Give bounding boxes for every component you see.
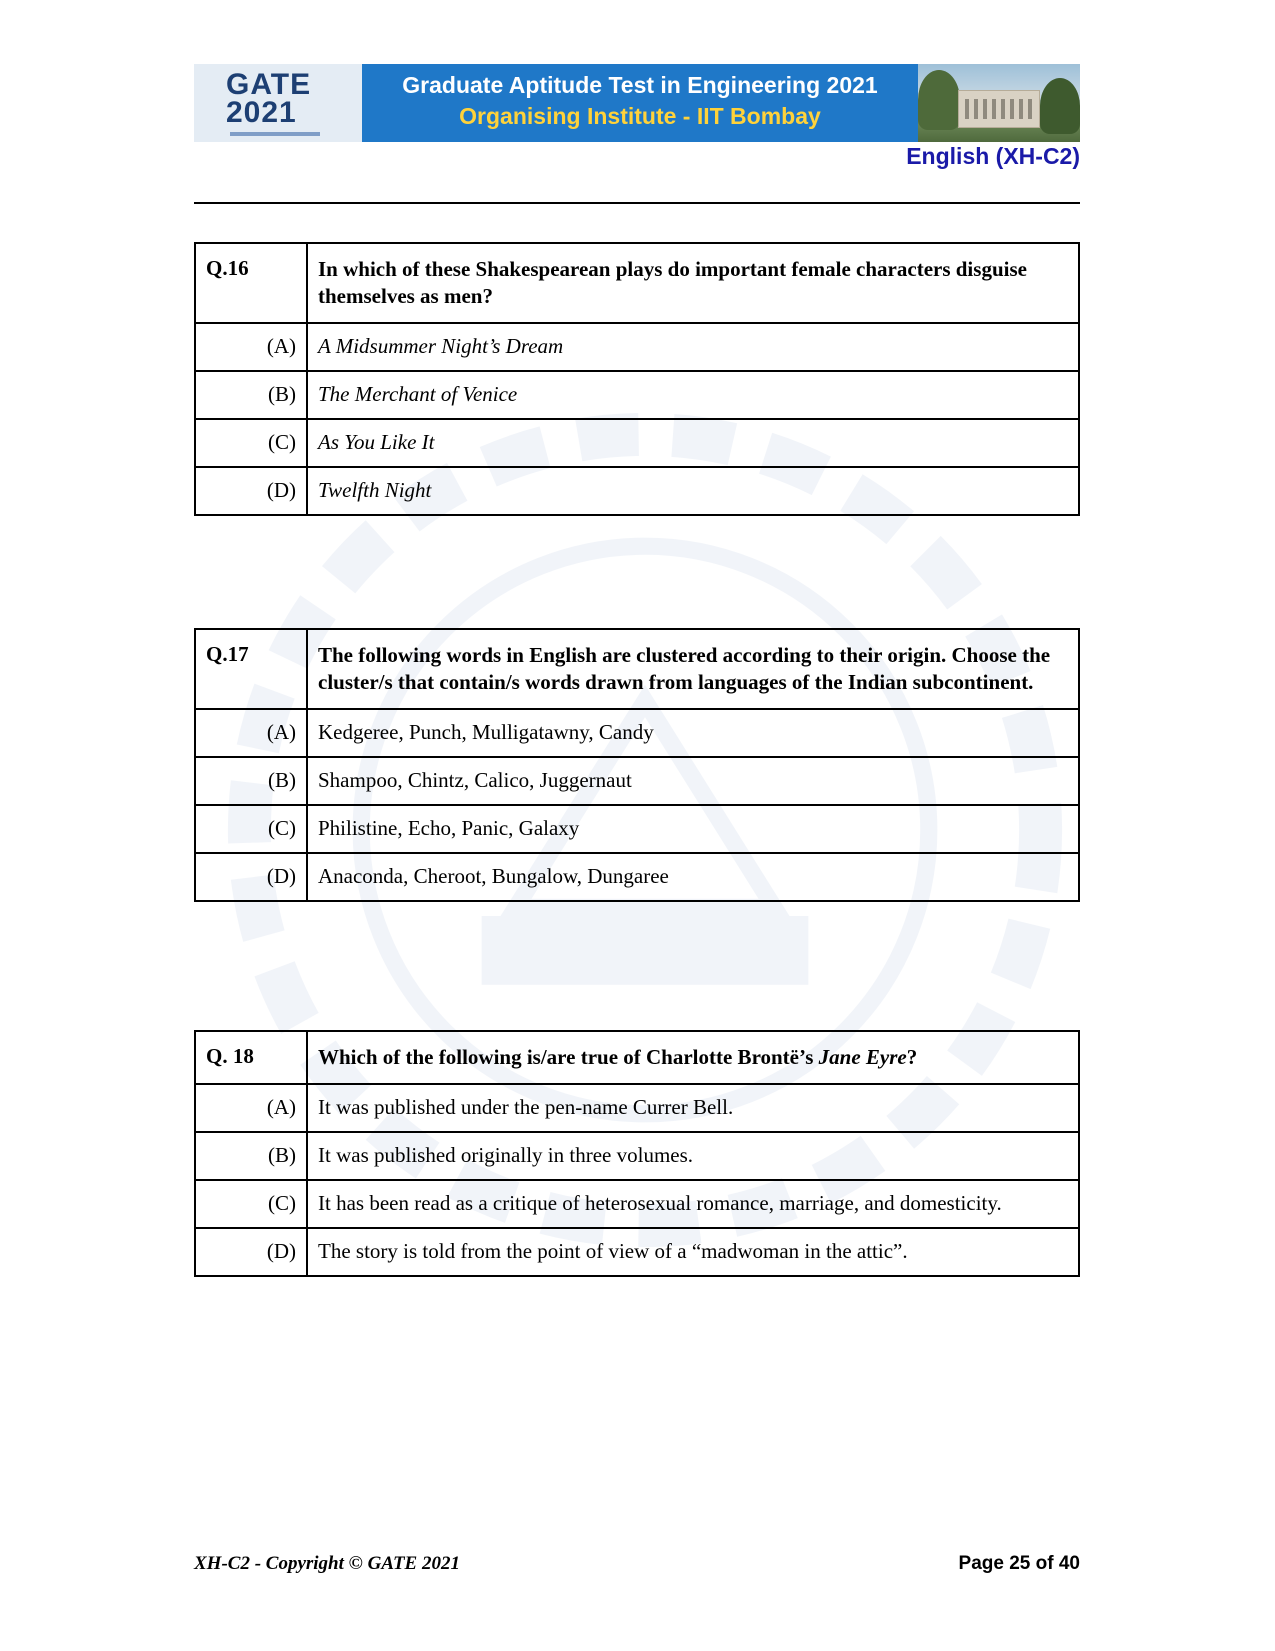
question-number: Q.16	[195, 243, 307, 323]
option-label: (B)	[195, 371, 307, 419]
question-stem-text: Which of the following is/are true of Charlotte Brontë’s	[318, 1045, 819, 1069]
banner-text-block	[362, 64, 918, 142]
option-row-c	[195, 1180, 1079, 1228]
question-table-16	[194, 242, 1080, 516]
option-row-c	[195, 419, 1079, 467]
question-stem-end: ?	[906, 1045, 918, 1069]
option-text: The Merchant of Venice	[307, 371, 1079, 419]
option-row-a	[195, 323, 1079, 371]
question-row	[195, 243, 1079, 323]
option-label: (D)	[195, 467, 307, 515]
option-label: (B)	[195, 757, 307, 805]
option-row-c	[195, 805, 1079, 853]
question-number: Q.17	[195, 629, 307, 709]
paper-code-label: English (XH-C2)	[906, 143, 1080, 169]
option-label: (D)	[195, 1228, 307, 1276]
option-text: Twelfth Night	[307, 467, 1079, 515]
building-shape	[958, 90, 1040, 128]
logo-text-gate: GATE	[226, 68, 312, 101]
option-label: (B)	[195, 1132, 307, 1180]
option-row-d	[195, 1228, 1079, 1276]
question-stem	[307, 1031, 1079, 1084]
option-label: (A)	[195, 323, 307, 371]
question-stem: In which of these Shakespearean plays do important female characters disguise themselves as men?	[307, 243, 1079, 323]
option-row-a	[195, 1084, 1079, 1132]
question-number: Q. 18	[195, 1031, 307, 1084]
question-row	[195, 629, 1079, 709]
question-table-17	[194, 628, 1080, 902]
option-text: Shampoo, Chintz, Calico, Juggernaut	[307, 757, 1079, 805]
option-text: It was published originally in three volumes.	[307, 1132, 1079, 1180]
option-row-b	[195, 1132, 1079, 1180]
option-text: Anaconda, Cheroot, Bungalow, Dungaree	[307, 853, 1079, 901]
option-label: (A)	[195, 1084, 307, 1132]
option-row-d	[195, 853, 1079, 901]
option-text: As You Like It	[307, 419, 1079, 467]
question-row	[195, 1031, 1079, 1084]
tree-shape	[1040, 78, 1080, 134]
option-text: It was published under the pen-name Currer Bell.	[307, 1084, 1079, 1132]
option-text: It has been read as a critique of heterosexual romance, marriage, and domesticity.	[307, 1180, 1079, 1228]
tree-shape	[918, 70, 960, 130]
gate-logo	[194, 64, 362, 142]
banner-subtitle: Organising Institute - IIT Bombay	[459, 103, 821, 129]
header-banner	[194, 64, 1080, 142]
option-text: Kedgeree, Punch, Mulligatawny, Candy	[307, 709, 1079, 757]
option-row-a	[195, 709, 1079, 757]
option-label: (A)	[195, 709, 307, 757]
option-label: (C)	[195, 1180, 307, 1228]
logo-text-year: 2021	[226, 96, 297, 129]
header-divider	[194, 202, 1080, 204]
question-stem-title: Jane Eyre	[818, 1045, 907, 1069]
question-table-18	[194, 1030, 1080, 1277]
footer-page-number: Page 25 of 40	[958, 1553, 1080, 1574]
option-text: Philistine, Echo, Panic, Galaxy	[307, 805, 1079, 853]
banner-title: Graduate Aptitude Test in Engineering 2021	[402, 72, 878, 98]
campus-building-photo	[918, 64, 1080, 142]
option-label: (D)	[195, 853, 307, 901]
option-label: (C)	[195, 419, 307, 467]
option-row-b	[195, 371, 1079, 419]
option-text: A Midsummer Night’s Dream	[307, 323, 1079, 371]
option-row-d	[195, 467, 1079, 515]
option-label: (C)	[195, 805, 307, 853]
footer-copyright: XH-C2 - Copyright © GATE 2021	[194, 1553, 460, 1574]
option-text: The story is told from the point of view of a “madwoman in the attic”.	[307, 1228, 1079, 1276]
option-row-b	[195, 757, 1079, 805]
logo-underline	[230, 132, 320, 136]
question-stem: The following words in English are clustered according to their origin. Choose the cluster/s that contain/s words drawn from languages of the Indian subcontinent.	[307, 629, 1079, 709]
